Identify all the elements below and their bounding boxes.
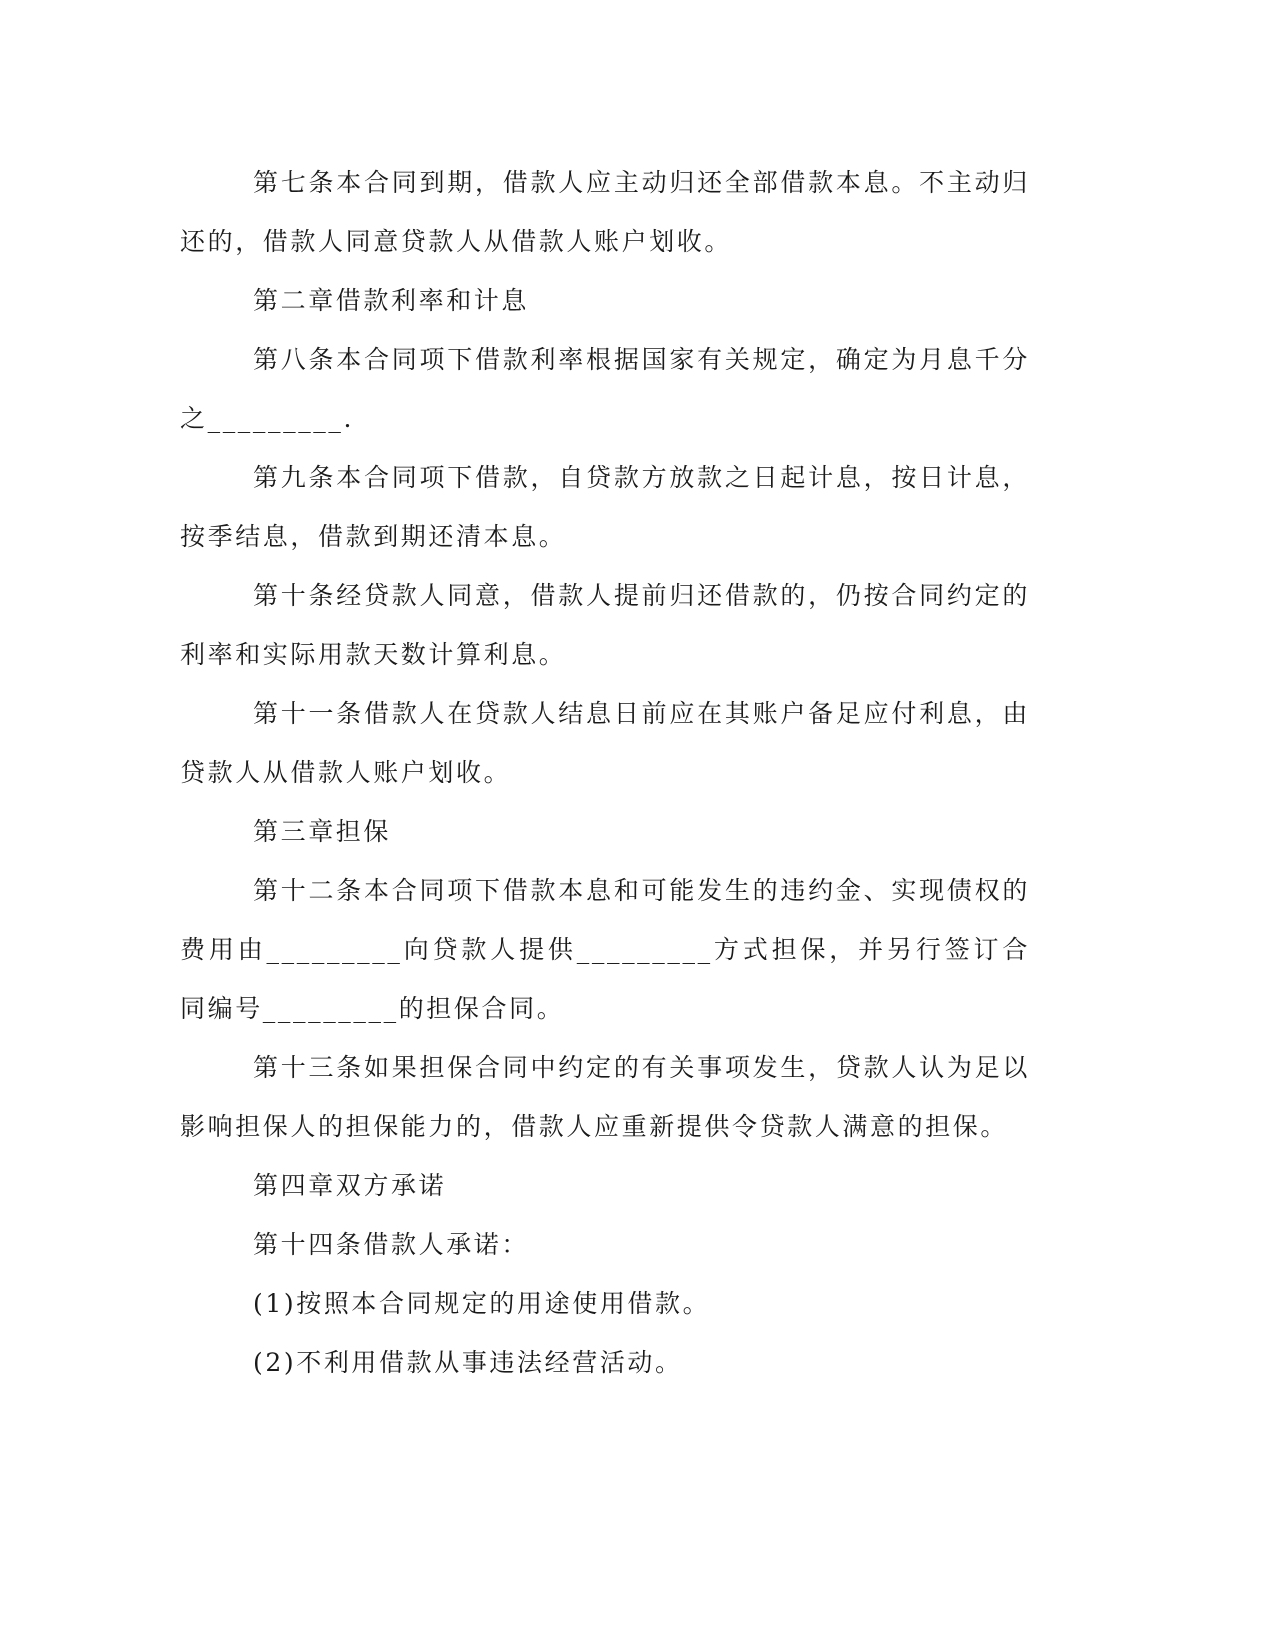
document-body xyxy=(180,153,1030,1392)
article-13: 第十三条如果担保合同中约定的有关事项发生，贷款人认为足以影响担保人的担保能力的，借款人应重新提供令贷款人满意的担保。 xyxy=(180,1053,1030,1141)
chapter-4-heading: 第四章双方承诺 xyxy=(253,1171,447,1200)
chapter-3-heading: 第三章担保 xyxy=(253,817,392,846)
article-9: 第九条本合同项下借款，自贷款方放款之日起计息，按日计息，按季结息，借款到期还清本息。 xyxy=(180,463,1030,551)
article-8: 第八条本合同项下借款利率根据国家有关规定，确定为月息千分之_________. xyxy=(180,345,1030,433)
article-10: 第十条经贷款人同意，借款人提前归还借款的，仍按合同约定的利率和实际用款天数计算利息。 xyxy=(180,581,1030,669)
chapter-2-heading: 第二章借款利率和计息 xyxy=(253,286,530,315)
list-item: (1)按照本合同规定的用途使用借款。 xyxy=(253,1289,711,1318)
article-14: 第十四条借款人承诺： xyxy=(253,1230,530,1259)
list-item: (2)不利用借款从事违法经营活动。 xyxy=(253,1348,683,1377)
article-11: 第十一条借款人在贷款人结息日前应在其账户备足应付利息，由贷款人从借款人账户划收。 xyxy=(180,699,1030,787)
article-7: 第七条本合同到期，借款人应主动归还全部借款本息。不主动归还的，借款人同意贷款人从借款人账户划收。 xyxy=(180,168,1030,256)
article-12: 第十二条本合同项下借款本息和可能发生的违约金、实现债权的费用由_________向贷款人提供_________方式担保，并另行签订合同编号_________的担保合同。 xyxy=(180,876,1030,1023)
